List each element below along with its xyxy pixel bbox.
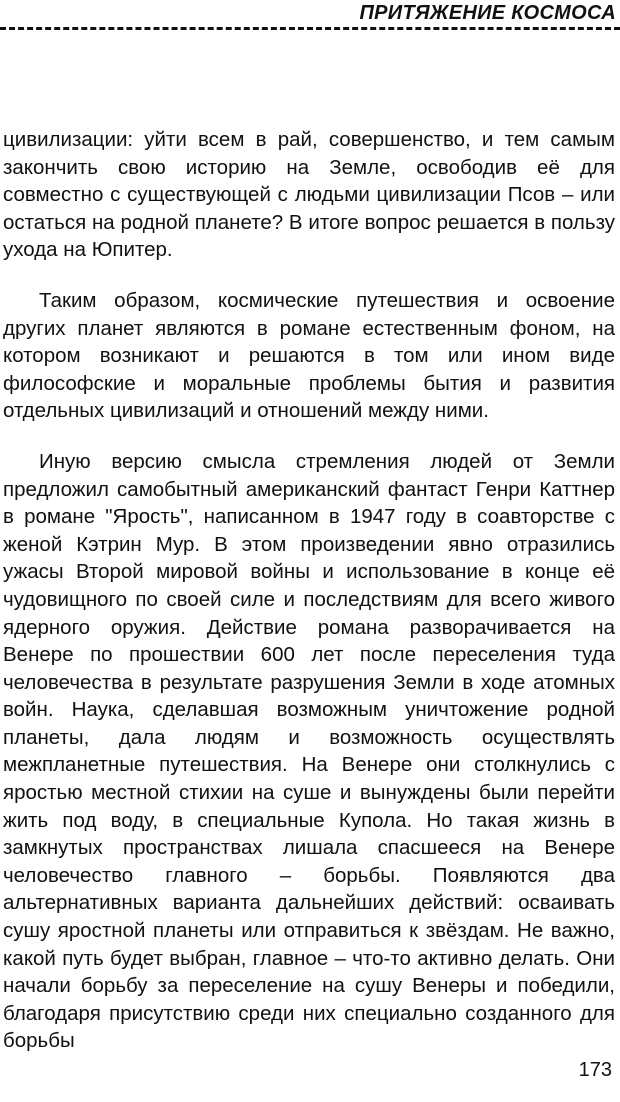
running-head — [0, 0, 620, 40]
page-number: 173 — [578, 1059, 612, 1081]
paragraph: Иную версию смысла стремления людей от Земли предложил самобытный американский фантаст Генри Каттнер в романе "Ярость", написанном в 1947 году в соавторстве с женой Кэтрин Мур. В этом произведении явно отразились ужасы Второй мировой войны и использование в конце её чудовищного по своей силе и последствиям для всего живого ядерного оружия. Действие романа разворачивается на Венере по прошествии 600 лет после переселения туда человечества в результате разрушения Земли в ходе атомных войн. Наука, сделавшая возможным уничтожение родной планеты, дала людям и возможность осуществлять межпланетные путешествия. На Венере они столкнулись с яростью местной стихии на суше и вынуждены были перейти жить под воду, в специальные Купола. Но такая жизнь в замкнутых пространствах лишала спасшееся на Венере человечество главного – борьбы. Появляются два альтернативных варианта дальнейших действий: осваивать сушу яростной планеты или отправиться к звёздам. Не важно, какой путь будет выбран, главное – что-то активно делать. Они начали борьбу за переселение на сушу Венеры и победили, благодаря присутствию среди них специально созданного для борьбы — [3, 449, 615, 1053]
body-text — [3, 126, 615, 1078]
running-head-title: ПРИТЯЖЕНИЕ КОСМОСА — [359, 2, 616, 24]
running-head-rule — [0, 27, 620, 30]
paragraph-continuation: цивилизации: уйти всем в рай, совершенство, и тем самым закончить свою историю на Земле, освободив её для совместно с существующей с людьми цивилизации Псов – или остаться на родной планете? В итоге вопрос решается в пользу ухода на Юпитер. — [3, 128, 615, 262]
paragraph: Таким образом, космические путешествия и освоение других планет являются в романе естественным фоном, на котором возникают и решаются в том или ином виде философские и моральные проблемы бытия и развития отдельных цивилизаций и отношений между ними. — [3, 288, 615, 423]
